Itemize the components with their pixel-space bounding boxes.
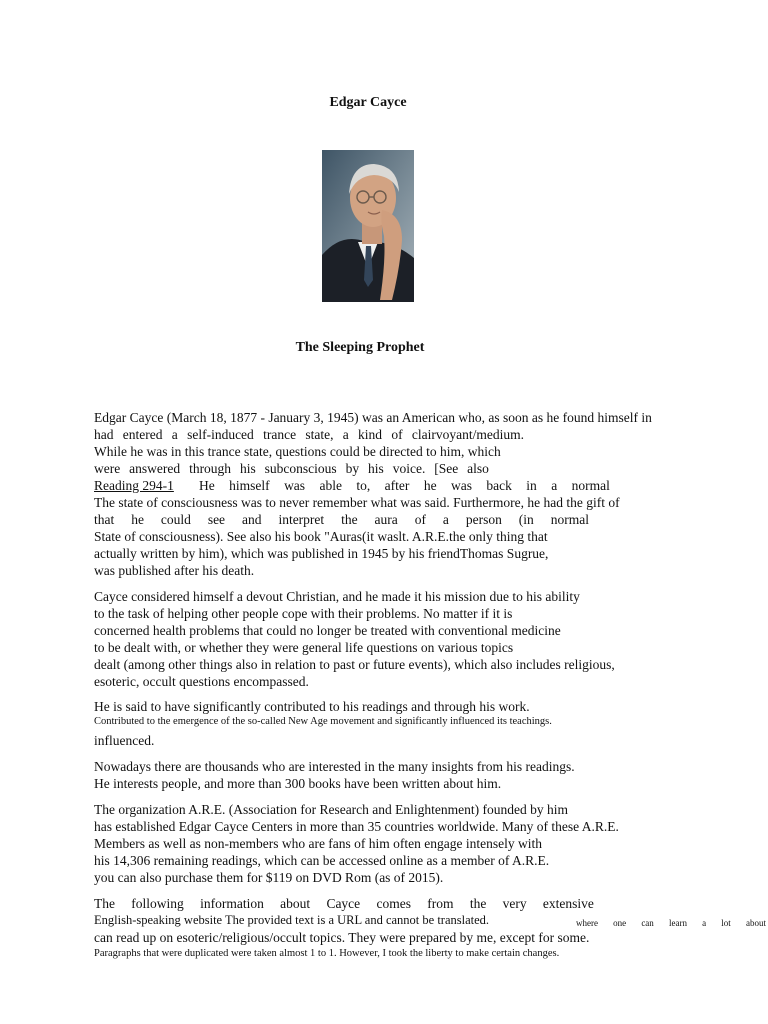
reading-link[interactable]: Reading 294-1 — [94, 478, 174, 493]
body-line: was published after his death. — [94, 563, 255, 578]
body-line: The state of consciousness was to never remember what was said. Furthermore, he had the gift of — [94, 495, 620, 510]
body-line: English-speaking website The provided text is a URL and cannot be translated. — [94, 913, 490, 927]
body-line: Contributed to the emergence of the so-called New Age movement and significantly influenced its teachings. — [94, 716, 552, 727]
body-line: Paragraphs that were duplicated were taken almost 1 to 1. However, I took the liberty to make certain changes. — [94, 948, 560, 959]
body-line: were answered through his subconscious by his voice. [See also — [94, 461, 489, 476]
body-line: where one can learn a lot about — [576, 918, 766, 928]
body-line: The following information about Cayce comes from the very extensive — [94, 896, 594, 911]
body-line: Cayce considered himself a devout Christian, and he made it his mission due to his ability — [94, 589, 580, 604]
document-subtitle: The Sleeping Prophet — [295, 340, 425, 355]
body-line: Edgar Cayce (March 18, 1877 - January 3, 1945) was an American who, as soon as he found himself in — [94, 410, 652, 425]
body-line: can read up on esoteric/religious/occult topics. They were prepared by me, except for some. — [94, 930, 590, 945]
body-line: influenced. — [94, 733, 155, 748]
body-line: He is said to have significantly contributed to his readings and through his work. — [94, 699, 530, 714]
body-line: to the task of helping other people cope with their problems. No matter if it is — [94, 606, 513, 621]
body-line: actually written by him), which was published in 1945 by his friendThomas Sugrue, — [94, 546, 549, 561]
body-line: esoteric, occult questions encompassed. — [94, 674, 309, 689]
body-line: While he was in this trance state, questions could be directed to him, which — [94, 444, 501, 459]
body-line: State of consciousness). See also his book "Auras(it waslt. A.R.E.the only thing that — [94, 529, 548, 544]
body-line: dealt (among other things also in relation to past or future events), which also includes religious, — [94, 657, 615, 672]
body-line: his 14,306 remaining readings, which can be accessed online as a member of A.R.E. — [94, 853, 550, 868]
body-line: He interests people, and more than 300 books have been written about him. — [94, 776, 502, 791]
document-title: Edgar Cayce — [329, 95, 407, 110]
body-line: The organization A.R.E. (Association for Research and Enlightenment) founded by him — [94, 802, 569, 817]
body-line: you can also purchase them for $119 on DVD Rom (as of 2015). — [94, 870, 444, 885]
portrait-photo — [322, 150, 414, 302]
body-line: He himself was able to, after he was back in a normal — [199, 478, 610, 493]
body-line: that he could see and interpret the aura of a person (in normal — [94, 512, 589, 527]
body-line: has established Edgar Cayce Centers in more than 35 countries worldwide. Many of these A.R.E. — [94, 819, 619, 834]
body-line: Nowadays there are thousands who are interested in the many insights from his readings. — [94, 759, 575, 774]
body-line: concerned health problems that could no longer be treated with conventional medicine — [94, 623, 561, 638]
body-line: Members as well as non-members who are fans of him often engage intensely with — [94, 836, 542, 851]
body-line: to be dealt with, or whether they were general life questions on various topics — [94, 640, 514, 655]
body-line: had entered a self-induced trance state, a kind of clairvoyant/medium. — [94, 427, 524, 442]
